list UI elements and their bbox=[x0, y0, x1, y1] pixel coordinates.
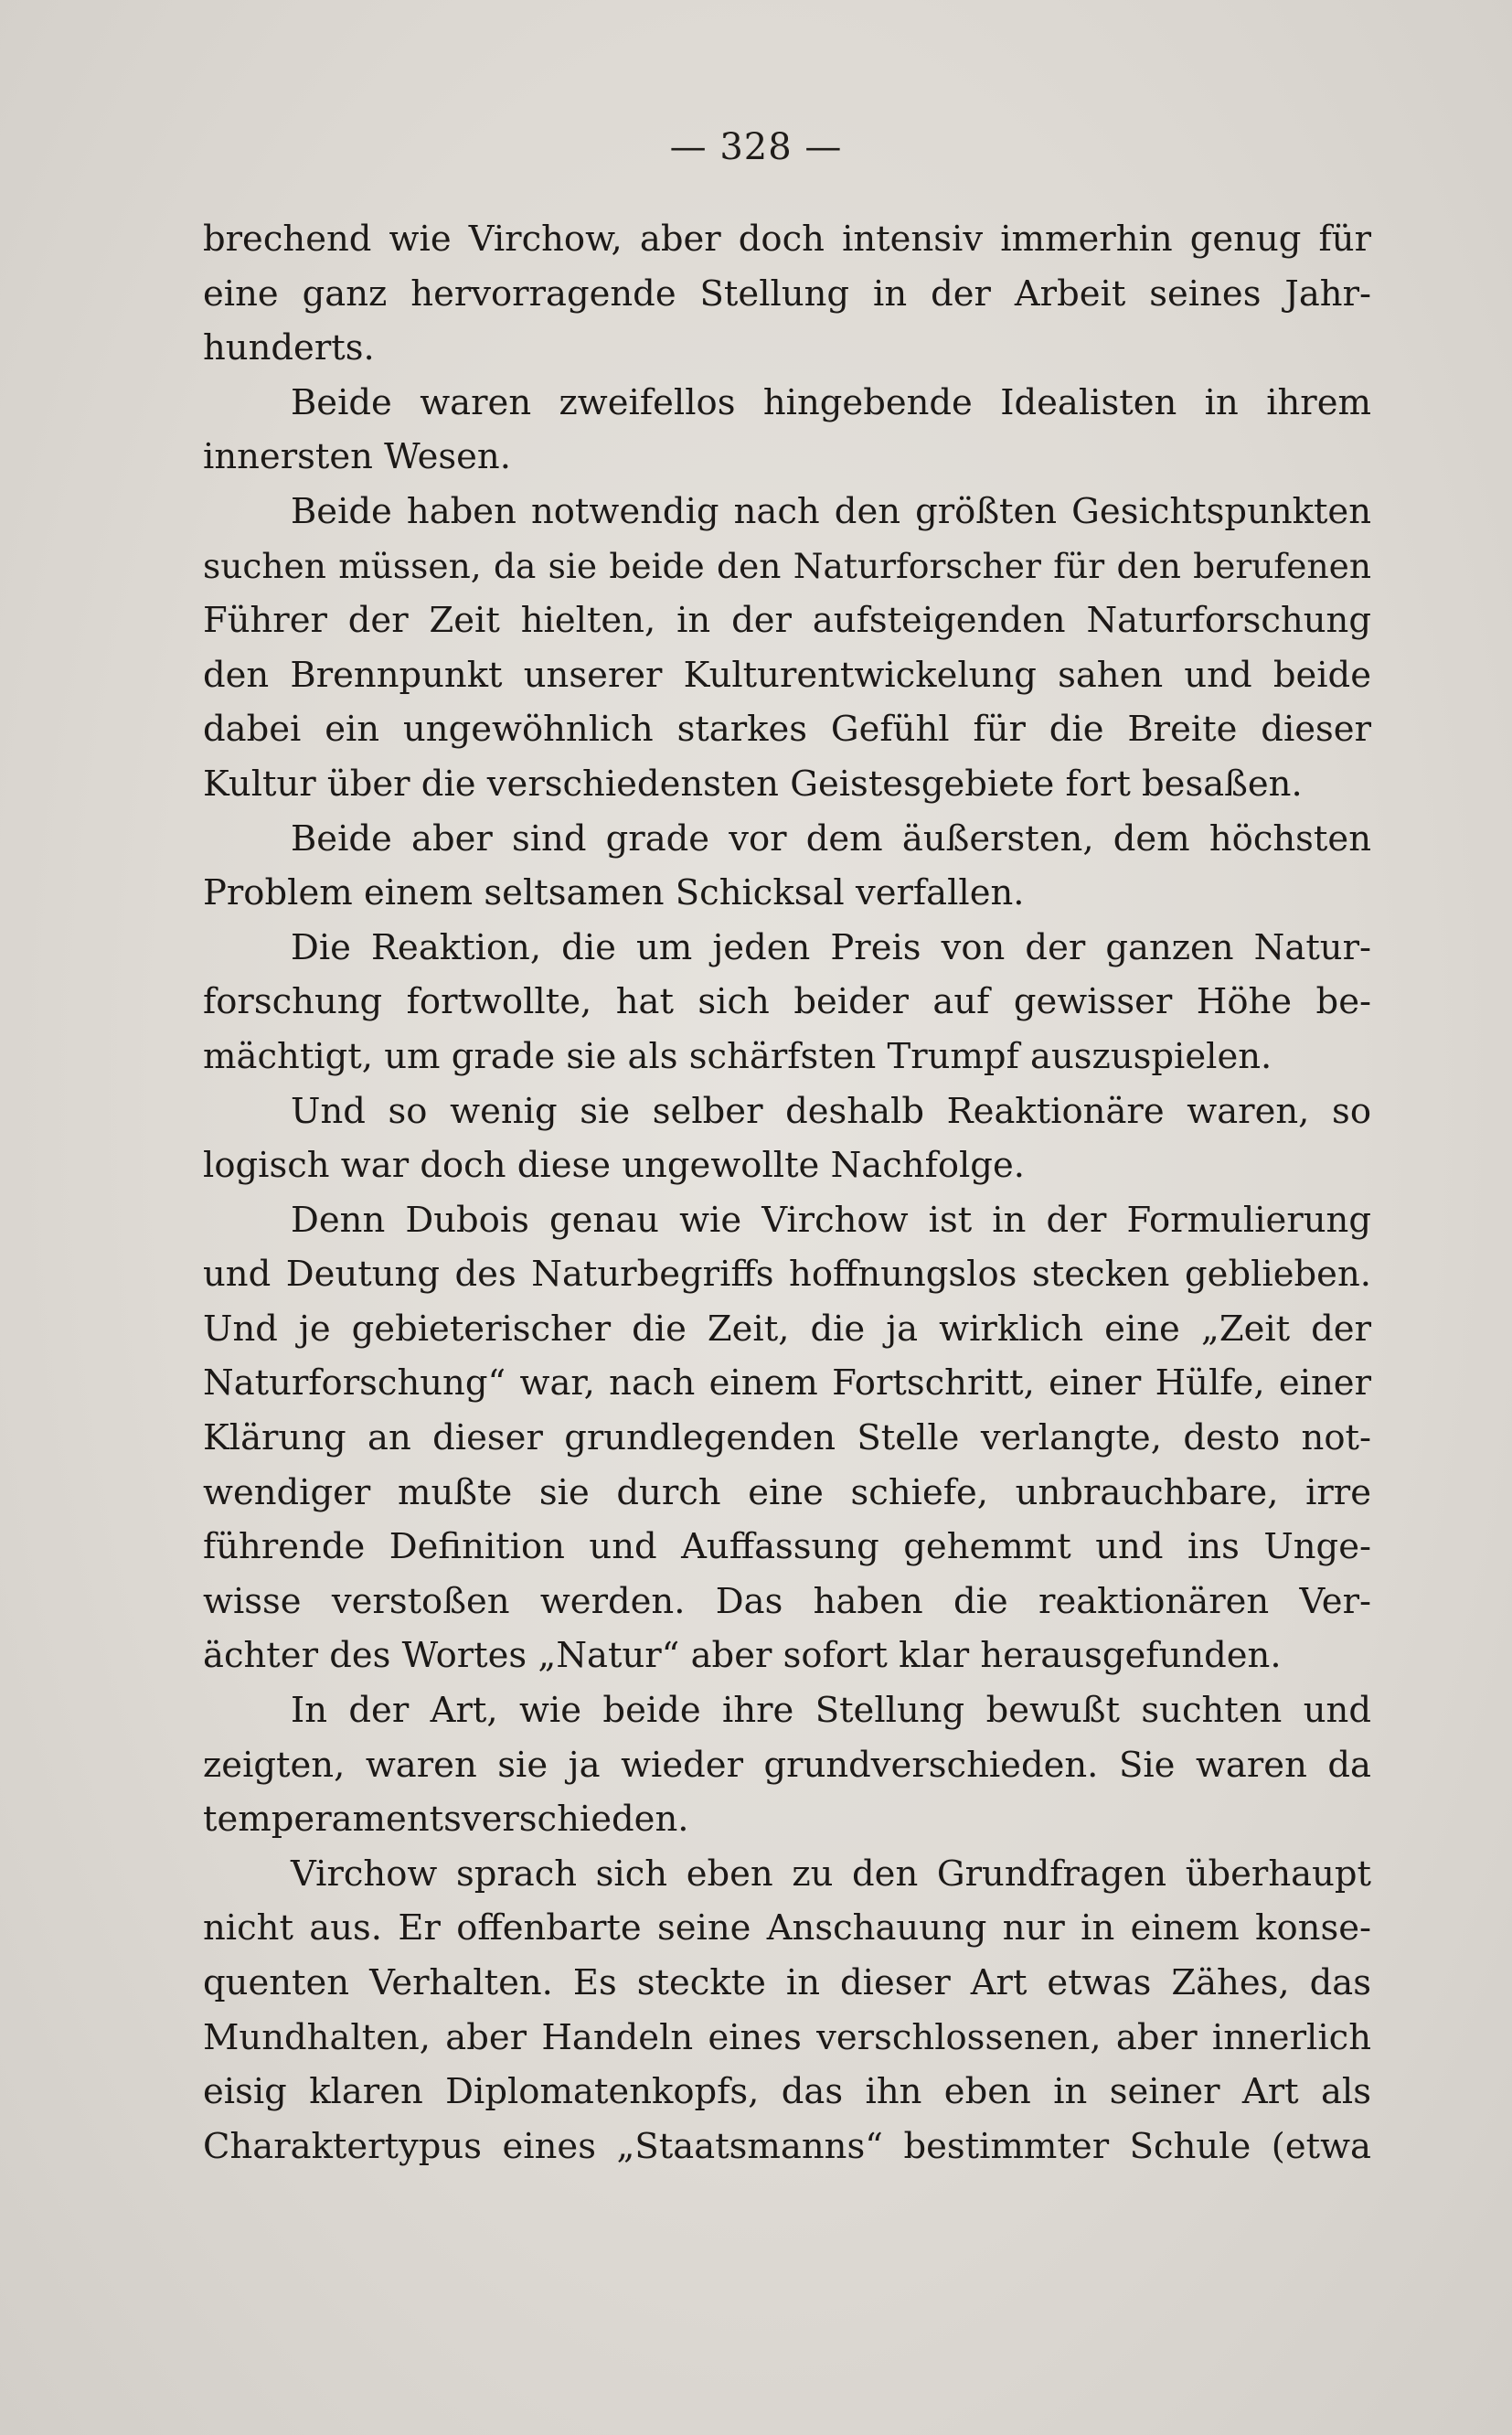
text-line: suchen müssen, da sie beide den Naturforscher für den berufenen bbox=[203, 545, 1371, 586]
text-line: den Brennpunkt unserer Kulturentwickelung sahen und beide bbox=[203, 654, 1371, 696]
text-line: logisch war doch diese ungewollte Nachfolge. bbox=[203, 1145, 1025, 1187]
text-line: temperamentsverschieden. bbox=[203, 1799, 689, 1841]
text-line: Naturforschung“ war, nach einem Fortschritt, einer Hülfe, einer bbox=[203, 1362, 1371, 1404]
text-line: und Deutung des Naturbegriffs hoffnungslos stecken geblieben. bbox=[203, 1254, 1371, 1296]
text-line: Klärung an dieser grundlegenden Stelle verlangte, desto not- bbox=[203, 1417, 1371, 1459]
text-line: wisse verstoßen werden. Das haben die reaktionären Ver- bbox=[203, 1580, 1371, 1622]
text-line: Denn Dubois genau wie Virchow ist in der Formulierung bbox=[291, 1199, 1371, 1241]
text-line: Beide waren zweifellos hingebende Idealisten in ihrem bbox=[291, 381, 1371, 423]
text-line: Kultur über die verschiedensten Geistesgebiete fort besaßen. bbox=[203, 763, 1303, 805]
text-line: dabei ein ungewöhnlich starkes Gefühl für die Breite dieser bbox=[203, 709, 1371, 751]
text-line: Führer der Zeit hielten, in der aufsteigenden Naturforschung bbox=[203, 600, 1371, 642]
text-line: Beide aber sind grade vor dem äußersten, dem höchsten bbox=[291, 817, 1371, 860]
text-line: zeigten, waren sie ja wieder grundverschieden. Sie waren da bbox=[203, 1744, 1371, 1786]
text-line: Virchow sprach sich eben zu den Grundfragen überhaupt bbox=[291, 1853, 1371, 1895]
text-line: quenten Verhalten. Es steckte in dieser Art etwas Zähes, das bbox=[203, 1962, 1371, 2003]
body-text bbox=[203, 212, 1371, 2173]
text-line: Und je gebieterischer die Zeit, die ja wirklich eine „Zeit der bbox=[203, 1308, 1371, 1350]
text-line: brechend wie Virchow, aber doch intensiv immerhin genug für bbox=[203, 219, 1371, 260]
text-line: mächtigt, um grade sie als schärfsten Trumpf auszuspielen. bbox=[203, 1035, 1272, 1077]
text-line: Problem einem seltsamen Schicksal verfallen. bbox=[203, 872, 1025, 914]
text-line: ächter des Wortes „Natur“ aber sofort klar herausgefunden. bbox=[203, 1635, 1282, 1677]
text-line: Beide haben notwendig nach den größten Gesichtspunkten bbox=[291, 490, 1371, 532]
text-line: hunderts. bbox=[203, 327, 375, 369]
text-line: innersten Wesen. bbox=[203, 436, 511, 478]
text-line: eisig klaren Diplomatenkopfs, das ihn eben in seiner Art als bbox=[203, 2071, 1371, 2113]
text-line: Und so wenig sie selber deshalb Reaktionäre waren, so bbox=[291, 1090, 1371, 1132]
page-number-header: — 328 — bbox=[669, 126, 843, 168]
text-line: forschung fortwollte, hat sich beider auf gewisser Höhe be- bbox=[203, 981, 1371, 1023]
text-line: wendiger mußte sie durch eine schiefe, unbrauchbare, irre bbox=[203, 1471, 1371, 1513]
text-line: eine ganz hervorragende Stellung in der Arbeit seines Jahr- bbox=[203, 272, 1371, 315]
text-line: Die Reaktion, die um jeden Preis von der ganzen Natur- bbox=[291, 926, 1371, 968]
text-line: In der Art, wie beide ihre Stellung bewußt suchten und bbox=[291, 1690, 1371, 1732]
text-line: führende Definition und Auffassung gehemmt und ins Unge- bbox=[203, 1526, 1371, 1568]
text-line: Charaktertypus eines „Staatsmanns“ bestimmter Schule (etwa bbox=[203, 2125, 1371, 2167]
text-line: Mundhalten, aber Handeln eines verschlossenen, aber innerlich bbox=[203, 2016, 1371, 2058]
text-line: nicht aus. Er offenbarte seine Anschauung nur in einem konse- bbox=[203, 1907, 1371, 1949]
